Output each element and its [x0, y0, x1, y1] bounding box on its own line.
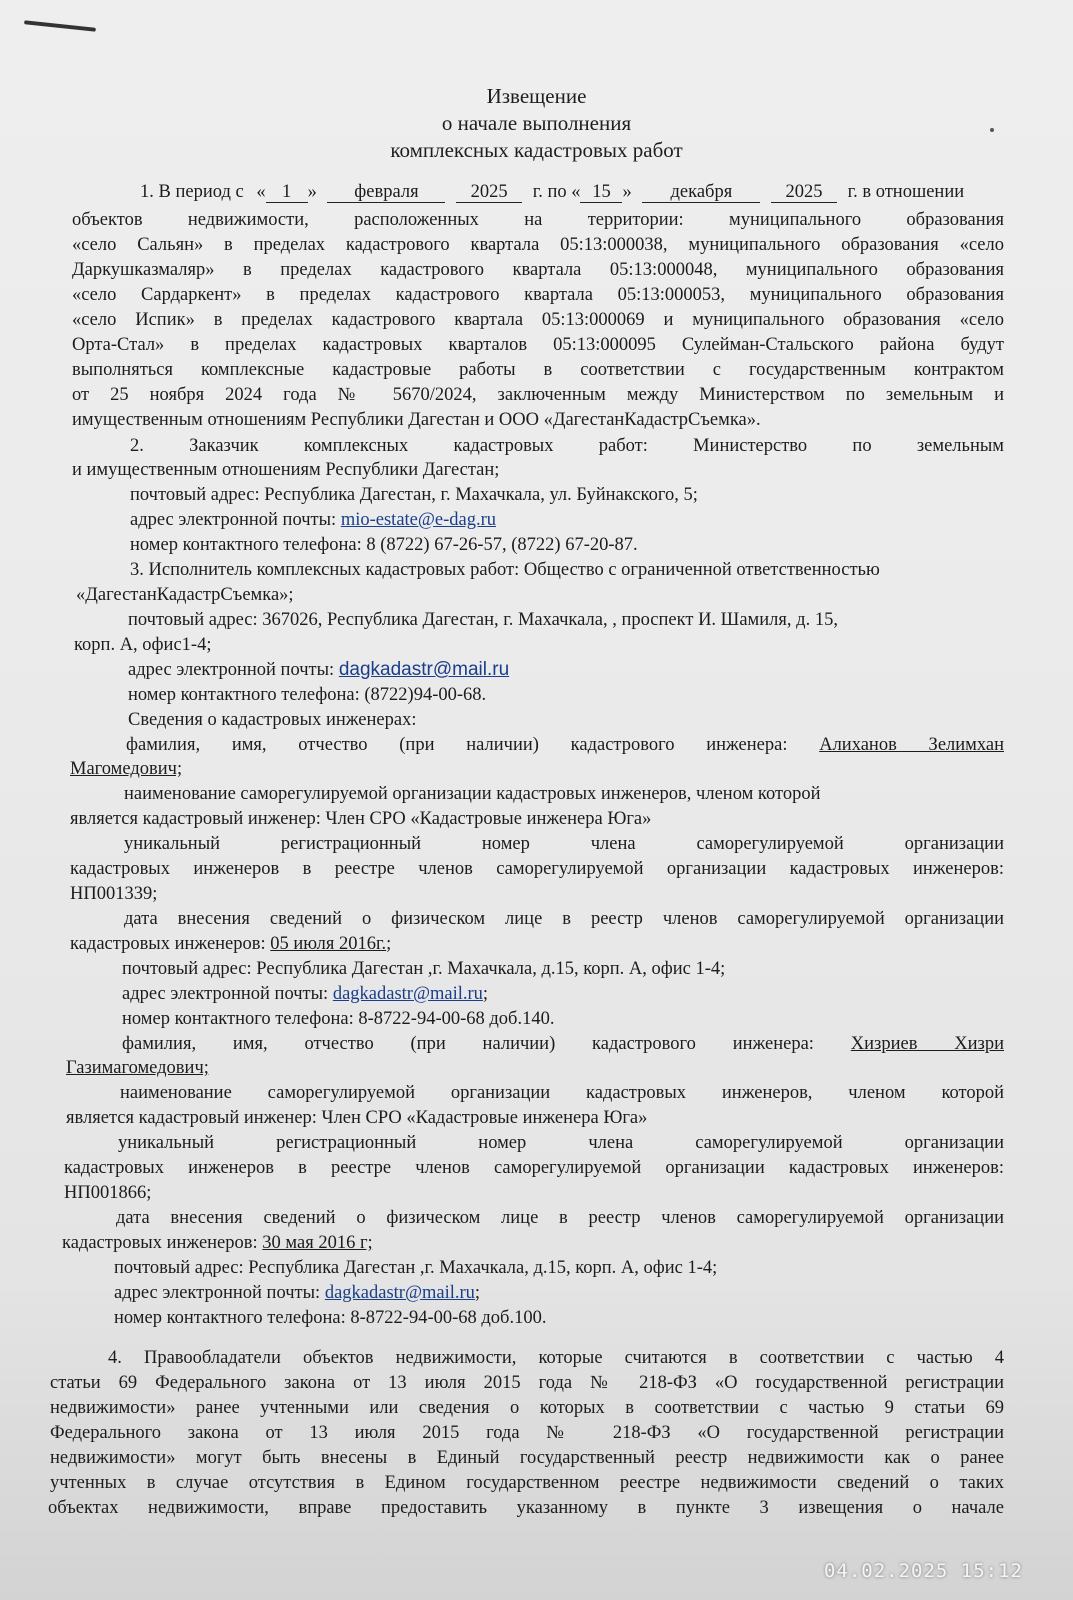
eng1-address: почтовый адрес: Республика Дагестан ,г. Махачкала, д.15, корп. А, офис 1-4;	[122, 959, 726, 979]
eng2-fio-line: фамилия, имя, отчество (при наличии) кадастрового инженера: Хизриев Хизри	[122, 1034, 1004, 1054]
p2-line-1: 2. Заказчик комплексных кадастровых работ: Министерство по земельным	[130, 436, 1004, 456]
p1-first-line: 1. В период с « 1 » февраля 2025 г. по « 15 » декабря 2025 г. в отношении	[140, 182, 965, 202]
p4-line-1: 4. Правообладатели объектов недвижимости, которые считаются в соответствии с частью 4	[108, 1348, 1004, 1368]
photo-timestamp: 04.02.2025 15:12	[823, 1560, 1023, 1582]
eng1-phone: номер контактного телефона: 8-8722-94-00-68 доб.140.	[122, 1009, 555, 1029]
eng1-sro-1: наименование саморегулируемой организации кадастровых инженеров, членом которой	[124, 784, 821, 804]
p3-address-2: корп. А, офис1-4;	[74, 635, 212, 655]
p2-phone: номер контактного телефона: 8 (8722) 67-26-57, (8722) 67-20-87.	[130, 535, 638, 555]
eng2-date-value: 30 мая 2016 г;	[262, 1233, 373, 1253]
p4-line-7: объектах недвижимости, вправе предоставить указанному в пункте 3 извещения о начале	[48, 1498, 1004, 1518]
eng2-reg-3: НП001866;	[64, 1183, 152, 1203]
p4-line-2: статьи 69 Федерального закона от 13 июля 2015 года № 218-ФЗ «О государственной регистрации	[50, 1373, 1004, 1393]
p4-line-6: учтенных в случае отсутствия в Едином государственном реестре недвижимости сведений о таких	[50, 1473, 1004, 1493]
p3-line-1: 3. Исполнитель комплексных кадастровых работ: Общество с ограниченной ответственностью	[130, 560, 880, 580]
eng2-address: почтовый адрес: Республика Дагестан ,г. Махачкала, д.15, корп. А, офис 1-4;	[114, 1258, 718, 1278]
p2-line-2: и имущественным отношениям Республики Дагестан;	[72, 460, 500, 480]
eng2-email-line: адрес электронной почты: dagkadastr@mail.ru;	[114, 1283, 481, 1303]
eng1-reg-3: НП001339;	[70, 884, 158, 904]
title-line-2: о начале выполнения	[441, 111, 632, 135]
p4-line-5: недвижимости» могут быть внесены в Единый государственный реестр недвижимости как о ранее	[50, 1448, 1004, 1468]
title-line-1: Извещение	[486, 84, 587, 108]
p1-line-3: «село Сальян» в пределах кадастрового квартала 05:13:000038, муниципального образования «село	[72, 235, 1004, 255]
p3-line-2: «ДагестанКадастрСъемка»;	[76, 585, 294, 605]
p4-line-4: Федерального закона от 13 июля 2015 года № 218-ФЗ «О государственной регистрации	[50, 1423, 1004, 1443]
day-to: 15	[580, 182, 622, 203]
p2-address: почтовый адрес: Республика Дагестан, г. Махачкала, ул. Буйнакского, 5;	[130, 485, 698, 505]
eng1-name-cont: Магомедович;	[70, 759, 183, 779]
p1-line-9: от 25 ноября 2024 года № 5670/2024, заключенным между Министерством по земельным и	[72, 385, 1004, 405]
month-to: декабря	[642, 182, 760, 203]
eng2-name-cont: Газимагомедович;	[66, 1058, 209, 1078]
p1-line-4: Даркушказмаляр» в пределах кадастрового квартала 05:13:000048, муниципального образования	[72, 260, 1004, 280]
p1-line-5: «село Сардаркент» в пределах кадастрового квартала 05:13:000053, муниципального образования	[72, 285, 1004, 305]
eng2-sro-1: наименование саморегулируемой организации кадастровых инженеров, членом которой	[120, 1083, 1004, 1103]
eng1-fio-line: фамилия, имя, отчество (при наличии) кадастрового инженера: Алиханов Зелимхан	[126, 735, 1004, 755]
p1-line-8: выполняться комплексные кадастровые работы в соответствии с государственным контрактом	[72, 360, 1004, 380]
eng1-name: Алиханов Зелимхан	[819, 735, 1004, 755]
engineers-heading: Сведения о кадастровых инженерах:	[128, 710, 417, 730]
month-from: февраля	[327, 182, 445, 203]
eng1-reg-2: кадастровых инженеров в реестре членов саморегулируемой организации кадастровых инженеров:	[70, 859, 1004, 879]
p2-email-line: адрес электронной почты: mio-estate@e-dag.ru	[130, 510, 497, 530]
p3-address-1: почтовый адрес: 367026, Республика Дагестан, г. Махачкала, , проспект И. Шамиля, д. 15,	[128, 610, 838, 630]
p3-email-line: адрес электронной почты: dagkadastr@mail.ru	[128, 659, 510, 680]
eng1-email-line: адрес электронной почты: dagkadastr@mail.ru;	[122, 984, 489, 1004]
p2-email-link[interactable]: mio-estate@e-dag.ru	[340, 510, 497, 530]
eng2-phone: номер контактного телефона: 8-8722-94-00-68 доб.100.	[114, 1308, 547, 1328]
eng1-sro-2: является кадастровый инженер: Член СРО «Кадастровые инженера Юга»	[70, 809, 652, 829]
eng2-name: Хизриев Хизри	[850, 1034, 1004, 1054]
eng1-date-2: кадастровых инженеров: 05 июля 2016г.;	[70, 934, 392, 954]
eng1-email-link[interactable]: dagkadastr@mail.ru	[332, 984, 483, 1004]
p1-line-2: объектов недвижимости, расположенных на территории: муниципального образования	[72, 210, 1004, 230]
p1-line-10: имущественным отношениям Республики Дагестан и ООО «ДагестанКадастрСъемка».	[72, 410, 761, 430]
pen-mark	[24, 20, 96, 32]
eng2-reg-2: кадастровых инженеров в реестре членов саморегулируемой организации кадастровых инженеров:	[64, 1158, 1004, 1178]
p1-line-7: Орта-Стал» в пределах кадастровых кварталов 05:13:000095 Сулейман-Стальского района будут	[72, 335, 1004, 355]
day-from: 1	[266, 182, 308, 203]
eng2-reg-1: уникальный регистрационный номер члена саморегулируемой организации	[118, 1133, 1004, 1153]
p3-email-link[interactable]: dagkadastr@mail.ru	[338, 659, 510, 680]
year-to: 2025	[771, 182, 837, 203]
eng2-sro-2: является кадастровый инженер: Член СРО «Кадастровые инженера Юга»	[66, 1108, 648, 1128]
p1-line-6: «село Испик» в пределах кадастрового квартала 05:13:000069 и муниципального образования «село	[72, 310, 1004, 330]
year-from: 2025	[456, 182, 522, 203]
title-line-3: комплексных кадастровых работ	[390, 138, 683, 162]
p4-line-3: недвижимости» ранее учтенными или сведения о которых в соответствии с частью 9 статьи 69	[50, 1398, 1004, 1418]
eng2-date-1: дата внесения сведений о физическом лице в реестр членов саморегулируемой организации	[116, 1208, 1004, 1228]
eng1-date-value: 05 июля 2016г.	[270, 934, 387, 954]
eng2-email-link[interactable]: dagkadastr@mail.ru	[324, 1283, 475, 1303]
p3-phone: номер контактного телефона: (8722)94-00-68.	[128, 685, 487, 705]
eng1-date-1: дата внесения сведений о физическом лице в реестр членов саморегулируемой организации	[124, 909, 1004, 929]
eng1-reg-1: уникальный регистрационный номер члена саморегулируемой организации	[124, 834, 1004, 854]
eng2-date-2: кадастровых инженеров: 30 мая 2016 г;	[62, 1233, 373, 1253]
